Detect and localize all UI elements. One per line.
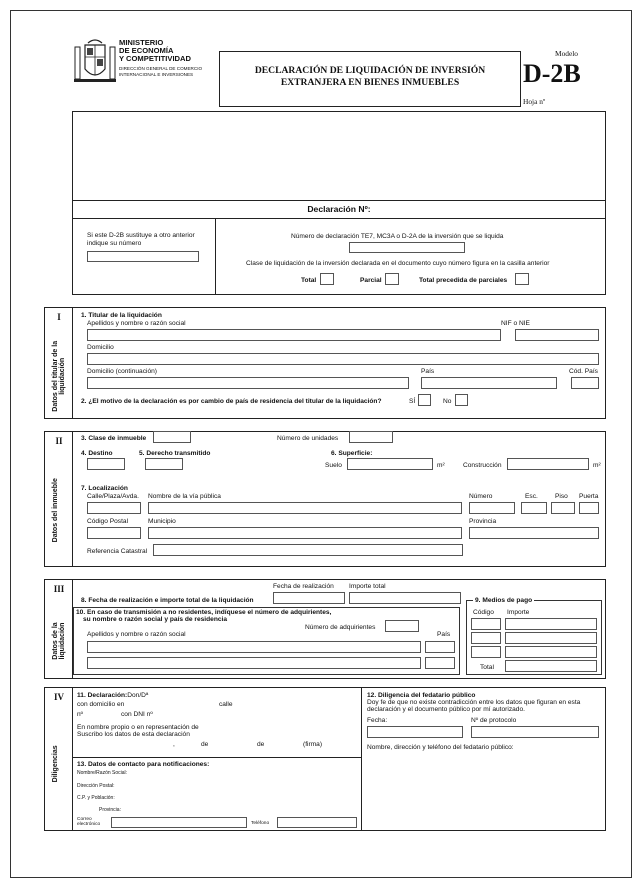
section-4-roman: IV <box>53 692 64 702</box>
numero-decl-input[interactable] <box>349 242 465 253</box>
f12-label: 12. Diligencia del fedatario público <box>367 692 476 699</box>
title-line2: EXTRANJERA EN BIENES INMUEBLES <box>280 77 460 88</box>
esc-label: Esc. <box>525 493 538 500</box>
nif-label: NIF o NIE <box>501 320 530 327</box>
section-3-roman: III <box>53 584 65 594</box>
ministry-line1: MINISTERIO <box>119 38 164 47</box>
domicilio-input[interactable] <box>87 353 599 365</box>
adq-pais-input-2[interactable] <box>425 657 455 669</box>
telefono-input[interactable] <box>277 817 357 828</box>
provincia-contact-label: Provincia: <box>99 807 121 813</box>
piso-label: Piso <box>555 493 568 500</box>
cod-pais-label: Cód. País <box>569 368 598 375</box>
fecha-input[interactable] <box>367 726 463 738</box>
domicilio-cont-input[interactable] <box>87 377 409 389</box>
municipio-input[interactable] <box>148 527 462 539</box>
total-label: Total <box>301 277 317 284</box>
apellidos-label: Apellidos y nombre o razón social <box>87 320 186 327</box>
fecha-real-input[interactable] <box>273 592 345 604</box>
de-label-1: de <box>201 741 209 748</box>
adquirientes-input[interactable] <box>385 620 419 632</box>
calle-word-label: calle <box>219 701 233 708</box>
section-4-side-line1: Diligencias <box>52 745 59 782</box>
sustituye-line1: Si este D-2B sustituye a otro anterior <box>87 232 195 239</box>
modelo-code: D-2B <box>523 59 581 88</box>
unidades-label: Número de unidades <box>277 435 339 442</box>
f13-label: 13. Datos de contacto para notificaciones: <box>77 761 210 768</box>
parcial-checkbox[interactable] <box>385 273 399 285</box>
domicilio-cont-label: Domicilio (continuación) <box>87 368 157 375</box>
calle-input[interactable] <box>87 502 141 514</box>
parcial-label: Parcial <box>360 277 382 284</box>
declaracion-label: Declaración Nº: <box>307 204 371 214</box>
total-checkbox[interactable] <box>320 273 334 285</box>
codigo-input-3[interactable] <box>471 646 501 658</box>
numero-input[interactable] <box>469 502 515 514</box>
firma-label: (firma) <box>303 741 323 748</box>
no-label: No <box>443 398 452 405</box>
f12-line1: Doy fe de que no existe contradicción entre los datos que figuran en esta <box>367 699 581 706</box>
sustituye-line2: indique su número <box>87 240 142 247</box>
no-checkbox[interactable] <box>455 394 468 406</box>
cp-label: Código Postal <box>87 518 129 525</box>
f12-line2: declaración y el documento público por mí autorizado. <box>367 706 525 713</box>
adq-nombre-input-2[interactable] <box>87 657 421 669</box>
apellidos-input[interactable] <box>87 329 501 341</box>
don-label: Don/Dª <box>127 692 149 699</box>
f6-label: 6. Superficie: <box>331 450 373 457</box>
n-label: nº <box>77 711 84 718</box>
sustituye-input[interactable] <box>87 251 199 262</box>
correo-line1: Correo <box>77 817 92 822</box>
codigo-input-2[interactable] <box>471 632 501 644</box>
nombre-rs-label: Nombre/Razón Social: <box>77 770 128 776</box>
suelo-label: Suelo <box>325 462 342 469</box>
hoja-label: Hoja nº <box>523 97 546 106</box>
pais-input[interactable] <box>421 377 557 389</box>
correo-line2: electrónico <box>77 822 101 827</box>
f9-label: 9. Medios de pago <box>475 597 533 604</box>
suscribo-label: Suscribo los datos de esta declaración <box>77 731 190 738</box>
comma-label: , <box>173 741 175 748</box>
construccion-m2-label: m² <box>593 462 601 469</box>
suelo-input[interactable] <box>347 458 433 470</box>
section-2-side-line1: Datos del inmueble <box>52 477 59 542</box>
puerta-input[interactable] <box>579 502 599 514</box>
ministry-line3: Y COMPETITIVIDAD <box>119 54 192 63</box>
numero-label: Número <box>469 493 493 500</box>
f10-line1: 10. En caso de transmisión a no residentes, indíquese el número de adquirientes, <box>76 609 332 616</box>
section-1-side-line2: liquidación <box>59 358 67 396</box>
section-1-side-line1: Datos del titular de la <box>52 341 59 412</box>
f11-label: 11. Declaración: <box>77 692 128 699</box>
title-line1: DECLARACIÓN DE LIQUIDACIÓN DE INVERSIÓN <box>254 65 486 76</box>
telefono-label: Teléfono <box>251 821 270 826</box>
de-label-2: de <box>257 741 265 748</box>
construccion-label: Construcción <box>463 462 502 469</box>
importe-label: Importe <box>507 609 530 616</box>
dept-line2: INTERNACIONAL E INVERSIONES <box>119 72 194 77</box>
unidades-input[interactable] <box>349 431 393 443</box>
pais-label: País <box>421 368 435 375</box>
nif-input[interactable] <box>515 329 599 341</box>
provincia-label: Provincia <box>469 518 497 525</box>
nombre-fedatario-label: Nombre, dirección y teléfono del fedatario público: <box>367 744 514 751</box>
coat-of-arms-icon <box>73 39 117 85</box>
importe-total-input[interactable] <box>349 592 461 604</box>
f5-label: 5. Derecho transmitido <box>139 450 211 457</box>
importe-input-1[interactable] <box>505 618 597 630</box>
si-checkbox[interactable] <box>418 394 431 406</box>
medios-total-label: Total <box>480 664 494 671</box>
f7-label: 7. Localización <box>81 485 128 492</box>
section-3-side-line1: Datos de la <box>52 622 59 660</box>
domicilio-label: Domicilio <box>87 344 114 351</box>
fecha-real-label: Fecha de realización <box>273 583 334 590</box>
construccion-input[interactable] <box>507 458 589 470</box>
catastral-input[interactable] <box>153 544 463 556</box>
f4-label: 4. Destino <box>81 450 113 457</box>
suelo-m2-label: m² <box>437 462 445 469</box>
adq-apellidos-label: Apellidos y nombre o razón social <box>87 631 186 638</box>
codigo-label: Código <box>473 609 494 616</box>
adq-nombre-input-1[interactable] <box>87 641 421 653</box>
clase-label: Clase de liquidación de la inversión declarada en el documento cuyo número figura en la casilla anterior <box>246 260 550 267</box>
codigo-input-1[interactable] <box>471 618 501 630</box>
domicilio-en-label: con domicilio en <box>77 701 125 708</box>
cod-pais-input[interactable] <box>571 377 599 389</box>
protocolo-label: Nº de protocolo <box>471 717 517 724</box>
direccion-label: Dirección Postal: <box>77 783 115 789</box>
cp-input[interactable] <box>87 527 141 539</box>
via-input[interactable] <box>148 502 462 514</box>
si-label: SÍ <box>409 398 416 405</box>
importe-input-2[interactable] <box>505 632 597 644</box>
adq-pais-input-1[interactable] <box>425 641 455 653</box>
nombre-propio-label: En nombre propio o en representación de <box>77 724 199 731</box>
q2-label: 2. ¿El motivo de la declaración es por cambio de país de residencia del titular de la liquidación? <box>81 398 382 405</box>
puerta-label: Puerta <box>579 493 599 500</box>
clase-inmueble-input[interactable] <box>153 431 191 443</box>
fecha-label: Fecha: <box>367 717 388 724</box>
numero-decl-label: Número de declaración TE7, MC3A o D-2A de la inversión que se liquida <box>291 233 504 240</box>
f1-title: 1. Titular de la liquidación <box>81 312 162 319</box>
importe-input-3[interactable] <box>505 646 597 658</box>
correo-input[interactable] <box>111 817 247 828</box>
adq-pais-label: País <box>437 631 451 638</box>
total-precedida-checkbox[interactable] <box>515 273 529 285</box>
medios-total-input[interactable] <box>505 660 597 672</box>
f8-label: 8. Fecha de realización e importe total de la liquidación <box>81 597 254 604</box>
cp-pob-label: C.P. y Población: <box>77 795 115 801</box>
ministry-line2: DE ECONOMÍA <box>119 46 174 55</box>
adquirientes-label: Número de adquirientes <box>305 624 376 631</box>
f10-line2: su nombre o razón social y país de residencia <box>83 616 228 623</box>
piso-input[interactable] <box>551 502 575 514</box>
esc-input[interactable] <box>521 502 547 514</box>
catastral-label: Referencia Catastral <box>87 548 148 555</box>
section-2-roman: II <box>55 436 63 446</box>
dept-line1: DIRECCIÓN GENERAL DE COMERCIO <box>119 66 203 71</box>
derecho-input[interactable] <box>145 458 183 470</box>
municipio-label: Municipio <box>148 518 176 525</box>
provincia-input[interactable] <box>469 527 599 539</box>
destino-input[interactable] <box>87 458 125 470</box>
total-precedida-label: Total precedida de parciales <box>419 277 508 284</box>
calle-label: Calle/Plaza/Avda. <box>87 493 139 500</box>
via-label: Nombre de la vía pública <box>148 493 221 500</box>
protocolo-input[interactable] <box>471 726 599 738</box>
section-3-side-line2: liquidación <box>59 622 67 660</box>
modelo-label: Modelo <box>555 49 578 58</box>
importe-total-label: Importe total <box>349 583 386 590</box>
dni-label: con DNI nº <box>121 711 153 718</box>
f3-label: 3. Clase de inmueble <box>81 435 147 442</box>
section-1-roman: I <box>57 312 61 322</box>
form-page <box>10 10 632 878</box>
